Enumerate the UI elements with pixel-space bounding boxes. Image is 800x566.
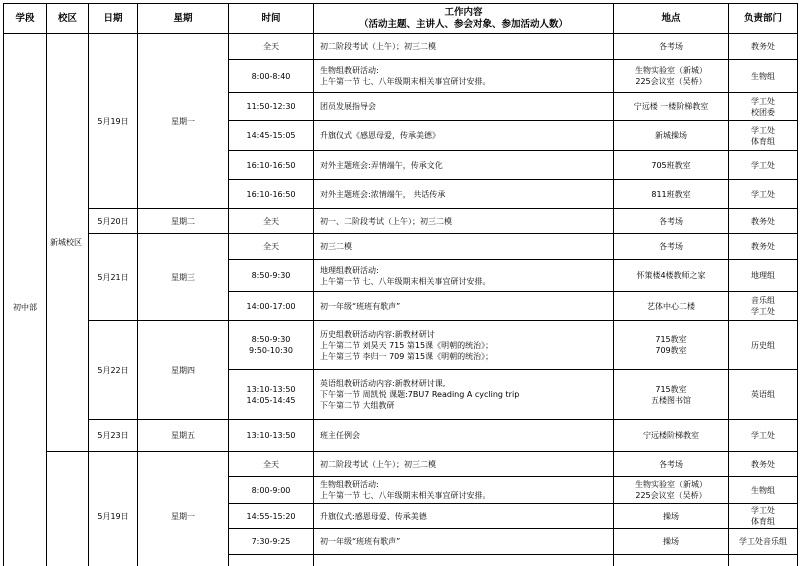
schedule-table	[3, 3, 798, 566]
content-cell	[314, 151, 614, 180]
content-cell	[314, 60, 614, 93]
header-dept: 负责部门	[729, 4, 798, 34]
content-cell-line: 上午第一节 七、八年级期末相关事宜研讨安排。	[320, 491, 491, 500]
dept-cell-line: 体育组	[751, 136, 775, 146]
content-cell-line: 班主任例会	[320, 431, 360, 440]
content-cell	[314, 555, 614, 566]
location-cell	[614, 504, 729, 529]
time-cell	[229, 34, 314, 60]
dept-cell	[729, 121, 798, 151]
content-cell	[314, 34, 614, 60]
location-cell	[614, 234, 729, 260]
content-cell-line: 英语组教研活动内容:新教材研讨课,	[320, 379, 446, 388]
content-cell-line: 初一年级“班班有歌声”	[320, 537, 401, 546]
table-row	[4, 209, 798, 234]
location-cell-line: 艺体中心二楼	[647, 301, 695, 311]
dept-cell	[729, 151, 798, 180]
date-cell: 5月23日	[89, 420, 138, 452]
content-cell-line: 下午第一节 周凯悦 课题:7BU7 Reading A cycling trip	[320, 390, 520, 399]
time-cell-line: 7:30-9:25	[251, 537, 291, 546]
location-cell-line: 生物实验室（新城）	[635, 66, 707, 75]
weekday-cell: 星期五	[138, 420, 229, 452]
content-cell-line: 生物组教研活动:	[320, 66, 379, 75]
weekday-cell: 星期一	[138, 34, 229, 209]
location-cell-line: 宁远楼阶梯教室	[643, 431, 699, 440]
content-cell	[314, 234, 614, 260]
header-weekday: 星期	[138, 4, 229, 34]
location-cell	[614, 555, 729, 566]
stage-cell: 初中部	[4, 34, 47, 566]
weekday-cell: 星期四	[138, 321, 229, 420]
location-cell-line: 新城操场	[655, 131, 687, 140]
dept-cell-line: 学工处	[751, 307, 775, 316]
location-cell-line: 225会议室（吴桥）	[635, 77, 707, 86]
dept-cell	[729, 234, 798, 260]
time-cell-line: 全天	[263, 216, 279, 226]
dept-cell-line: 体育组	[751, 517, 775, 526]
content-cell-line: 初二阶段考试（上午）；初三二模	[320, 42, 436, 51]
dept-cell	[729, 555, 798, 566]
dept-cell	[729, 452, 798, 477]
dept-cell	[729, 370, 798, 420]
location-cell	[614, 151, 729, 180]
weekday-cell: 星期一	[138, 452, 229, 566]
time-cell-line: 11:50-12:30	[246, 102, 296, 111]
table-row	[4, 234, 798, 260]
time-cell-line: 9:50-10:30	[249, 346, 293, 355]
location-cell	[614, 452, 729, 477]
time-cell-line: 14:45-15:05	[246, 131, 296, 140]
location-cell-line: 各考场	[659, 216, 683, 226]
location-cell	[614, 60, 729, 93]
content-cell-line: 上午第一节 七、八年级期末相关事宜研讨安排。	[320, 77, 491, 86]
location-cell	[614, 121, 729, 151]
time-cell-line: 13:10-13:50	[246, 431, 296, 440]
time-cell-line: 14:05-14:45	[246, 395, 296, 405]
date-cell: 5月21日	[89, 234, 138, 321]
dept-cell	[729, 504, 798, 529]
dept-cell-line: 校团委	[751, 107, 775, 117]
location-cell	[614, 260, 729, 292]
content-cell-line: 升旗仪式:感恩母爱、传承美德	[320, 511, 427, 521]
time-cell	[229, 180, 314, 209]
content-cell-line: 初一、二阶段考试（上午）；初三二模	[320, 216, 452, 226]
location-cell	[614, 370, 729, 420]
time-cell	[229, 121, 314, 151]
content-cell-line: 初一年级“班班有歌声”	[320, 301, 401, 311]
time-cell-line: 全天	[263, 242, 279, 251]
content-cell	[314, 292, 614, 321]
header-content-title: 工作内容	[444, 6, 483, 18]
content-cell	[314, 370, 614, 420]
location-cell-line: 715教室	[655, 335, 687, 344]
dept-cell-line: 教务处	[751, 459, 775, 469]
header-location: 地点	[614, 4, 729, 34]
time-cell	[229, 555, 314, 566]
time-cell	[229, 209, 314, 234]
location-cell-line: 225会议室（吴桥）	[635, 491, 707, 500]
dept-cell-line: 历史组	[751, 340, 775, 350]
location-cell	[614, 209, 729, 234]
table-row	[4, 321, 798, 370]
time-cell	[229, 151, 314, 180]
dept-cell	[729, 260, 798, 292]
time-cell-line: 全天	[263, 42, 279, 51]
location-cell-line: 各考场	[659, 42, 683, 51]
location-cell	[614, 321, 729, 370]
time-cell-line: 8:50-9:30	[251, 335, 291, 344]
dept-cell	[729, 477, 798, 504]
dept-cell-line: 地理组	[751, 271, 775, 280]
campus-cell: 新城校区	[47, 34, 89, 452]
location-cell-line: 各考场	[659, 459, 683, 469]
date-cell: 5月20日	[89, 209, 138, 234]
header-content-subtitle: （活动主题、主讲人、参会对象、参加活动人数）	[358, 18, 568, 30]
time-cell	[229, 234, 314, 260]
date-cell: 5月19日	[89, 34, 138, 209]
dept-cell-line: 学工处	[751, 96, 775, 106]
time-cell-line: 8:00-8:40	[251, 71, 291, 81]
table-row	[4, 420, 798, 452]
location-cell	[614, 477, 729, 504]
weekday-cell: 星期三	[138, 234, 229, 321]
location-cell-line: 705班教室	[651, 160, 691, 170]
time-cell-line: 14:55-15:20	[246, 511, 296, 521]
time-cell	[229, 452, 314, 477]
time-cell	[229, 504, 314, 529]
content-cell	[314, 321, 614, 370]
dept-cell	[729, 34, 798, 60]
location-cell-line: 怀策楼4楼教师之家	[636, 271, 706, 280]
content-cell	[314, 529, 614, 555]
location-cell-line: 715教室	[655, 384, 687, 394]
time-cell	[229, 292, 314, 321]
dept-cell	[729, 93, 798, 121]
date-cell: 5月19日	[89, 452, 138, 566]
time-cell	[229, 529, 314, 555]
dept-cell-line: 学工处	[751, 160, 775, 170]
content-cell	[314, 420, 614, 452]
location-cell-line: 操场	[663, 537, 679, 546]
dept-cell-line: 教务处	[751, 42, 775, 51]
time-cell-line: 14:00-17:00	[246, 301, 296, 311]
time-cell-line: 全天	[263, 459, 279, 469]
dept-cell-line: 学工处音乐组	[739, 537, 787, 546]
dept-cell	[729, 321, 798, 370]
dept-cell-line: 生物组	[751, 71, 775, 81]
dept-cell-line: 学工处	[751, 431, 775, 440]
time-cell	[229, 93, 314, 121]
content-cell-line: 历史组教研活动内容:新教材研讨	[320, 329, 435, 339]
content-cell-line: 地理组教研活动:	[320, 265, 379, 275]
dept-cell-line: 教务处	[751, 242, 775, 251]
location-cell-line: 宁远楼 一楼阶梯教室	[633, 102, 709, 111]
dept-cell-line: 学工处	[751, 189, 775, 199]
dept-cell-line: 学工处	[751, 506, 775, 515]
content-cell	[314, 209, 614, 234]
campus-cell-empty	[47, 452, 89, 566]
content-cell-line: 对外主题班会:浓情端午， 共话传承	[320, 189, 446, 199]
content-cell-line: 生物组教研活动:	[320, 480, 379, 489]
time-cell	[229, 60, 314, 93]
location-cell-line: 811班教室	[651, 189, 691, 199]
content-cell-line: 下午第二节 大组教研	[320, 401, 395, 410]
location-cell-line: 生物实验室（新城）	[635, 480, 707, 489]
dept-cell	[729, 180, 798, 209]
time-cell	[229, 477, 314, 504]
location-cell	[614, 180, 729, 209]
location-cell-line: 各考场	[659, 242, 683, 251]
content-cell	[314, 477, 614, 504]
location-cell-line: 709教室	[655, 346, 687, 355]
location-cell-line: 操场	[663, 511, 679, 521]
dept-cell	[729, 529, 798, 555]
content-cell-line: 初二阶段考试（上午）；初三二模	[320, 459, 436, 469]
location-cell	[614, 420, 729, 452]
content-cell	[314, 260, 614, 292]
time-cell-line: 16:10-16:50	[246, 160, 296, 170]
weekday-cell: 星期二	[138, 209, 229, 234]
content-cell	[314, 121, 614, 151]
time-cell	[229, 370, 314, 420]
location-cell	[614, 34, 729, 60]
dept-cell-line: 学工处	[751, 125, 775, 135]
table-row	[4, 452, 798, 477]
time-cell-line: 8:00-9:00	[251, 485, 291, 495]
time-cell-line: 13:10-13:50	[246, 384, 296, 394]
dept-cell-line: 教务处	[751, 216, 775, 226]
header-stage: 学段	[4, 4, 47, 34]
dept-cell-line: 生物组	[751, 485, 775, 495]
dept-cell	[729, 60, 798, 93]
content-cell-line: 对外主题班会:弄情端午，传承文化	[320, 160, 443, 170]
time-cell	[229, 260, 314, 292]
dept-cell-line: 音乐组	[751, 296, 775, 305]
location-cell-line: 五楼图书馆	[651, 395, 691, 405]
dept-cell	[729, 292, 798, 321]
time-cell	[229, 420, 314, 452]
content-cell	[314, 180, 614, 209]
content-cell-line: 初三二模	[320, 242, 352, 251]
content-cell	[314, 93, 614, 121]
header-row	[4, 4, 798, 34]
content-cell	[314, 452, 614, 477]
header-date: 日期	[89, 4, 138, 34]
dept-cell-line: 英语组	[751, 390, 775, 399]
date-cell: 5月22日	[89, 321, 138, 420]
time-cell-line: 8:50-9:30	[251, 271, 291, 280]
header-content	[314, 4, 614, 34]
content-cell	[314, 504, 614, 529]
content-cell-line: 团员发展指导会	[320, 102, 376, 111]
dept-cell	[729, 420, 798, 452]
content-cell-line: 升旗仪式《感恩母爱，传承美德》	[320, 131, 440, 140]
location-cell	[614, 93, 729, 121]
location-cell	[614, 292, 729, 321]
header-campus: 校区	[47, 4, 89, 34]
table-row	[4, 34, 798, 60]
content-cell-line: 上午第三节 李归一 709 第15课《明朝的统治》；	[320, 351, 494, 361]
location-cell	[614, 529, 729, 555]
time-cell-line: 16:10-16:50	[246, 189, 296, 199]
header-time: 时间	[229, 4, 314, 34]
content-cell-line: 上午第一节 七、八年级期末相关事宜研讨安排。	[320, 276, 491, 286]
time-cell	[229, 321, 314, 370]
content-cell-line: 上午第二节 刘昊天 715 第15课《明朝的统治》；	[320, 340, 494, 350]
dept-cell	[729, 209, 798, 234]
